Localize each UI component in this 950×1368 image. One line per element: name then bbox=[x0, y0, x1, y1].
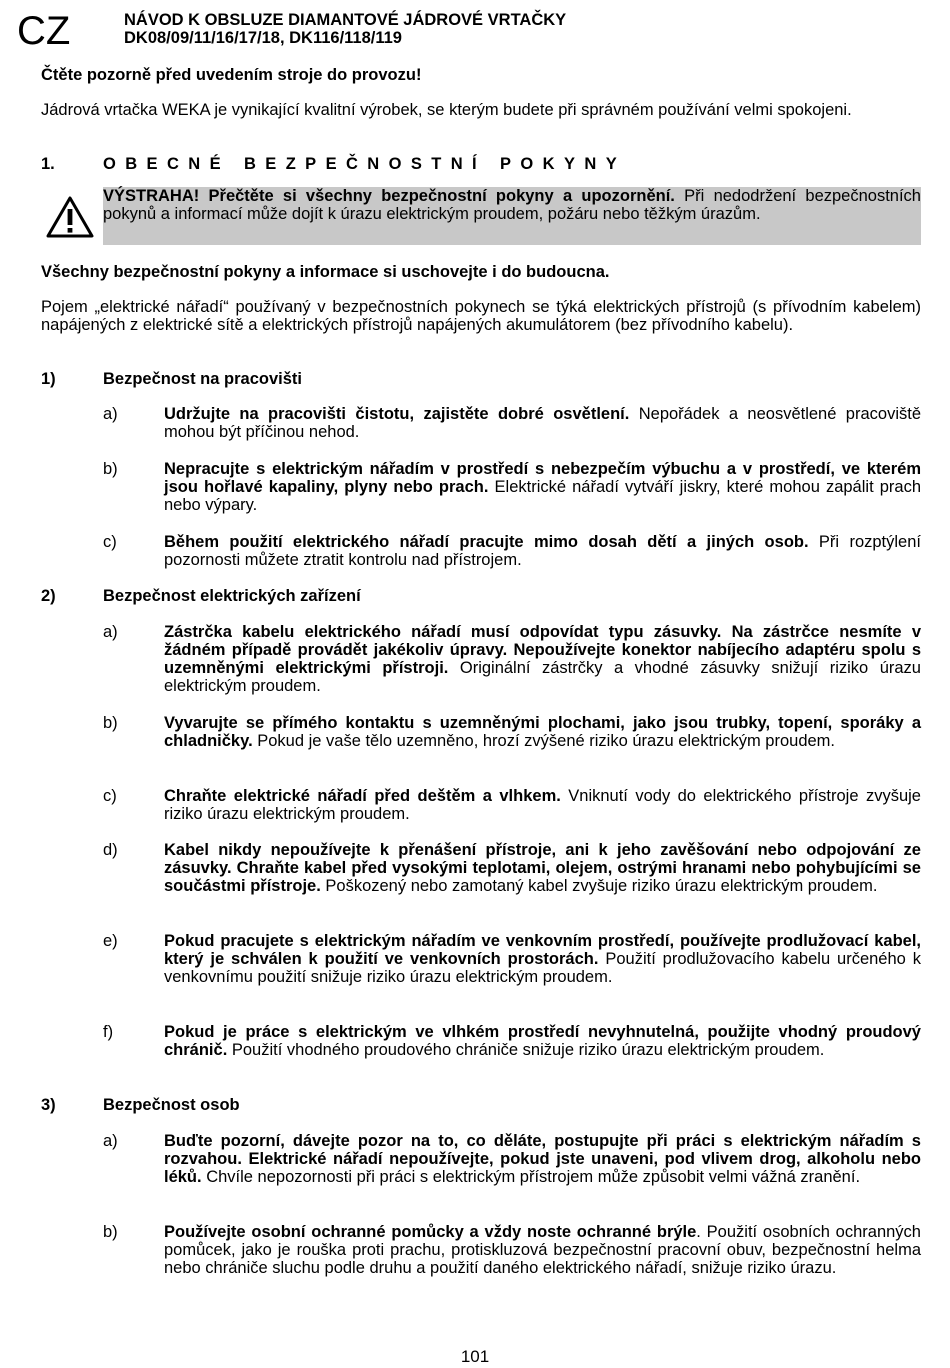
warning-triangle-icon bbox=[46, 195, 94, 239]
item-bold: Kabel nikdy nepoužívejte k přenášení přístroje, ani k jeho zavěšování nebo odpojování ze zásuvky. Chraňte kabel před vysokými teplotami, olejem, ostrými hranami nebo pohybujícími se součástmi přístroje. bbox=[164, 841, 921, 895]
section-heading bbox=[41, 155, 626, 173]
item-bold: Buďte pozorní, dávejte pozor na to, co děláte, postupujte při práci s elektrickým nářadím s rozvahou. Elektrické nářadí nepoužívejte, pokud jste unaveni, pod vlivem drog, alkoholu nebo léků. bbox=[164, 1132, 921, 1186]
page-number: 101 bbox=[460, 1347, 490, 1366]
item-letter: a) bbox=[103, 405, 118, 423]
subsection-number: 3) bbox=[41, 1096, 56, 1114]
item-bold: Pokud pracujete s elektrickým nářadím ve venkovním prostředí, používejte prodlužovací kabel, který je schválen k použití ve venkovních prostorách. bbox=[164, 932, 921, 968]
item-letter: c) bbox=[103, 533, 117, 551]
item-text: Nepořádek a neosvětlené pracoviště mohou být příčinou nehod. bbox=[164, 405, 922, 441]
section-number: 1. bbox=[41, 155, 55, 173]
item-bold: Udržujte na pracovišti čistotu, zajistěte dobré osvětlení. bbox=[164, 405, 630, 423]
section-title: OBECNÉ BEZPEČNOSTNÍ POKYNY bbox=[103, 155, 627, 173]
read-notice: Čtěte pozorně před uvedením stroje do provozu! bbox=[41, 66, 422, 84]
item-text: Vniknutí vody do elektrického přístroje zvyšuje riziko úrazu elektrickým proudem. bbox=[164, 787, 921, 823]
item-bold: Používejte osobní ochranné pomůcky a vždy noste ochranné brýle bbox=[164, 1223, 697, 1241]
keep-notice: Všechny bezpečnostní pokyny a informace si uschovejte i do budoucna. bbox=[41, 263, 610, 281]
item-letter: d) bbox=[103, 841, 118, 859]
item-letter: b) bbox=[103, 714, 118, 732]
item-bold: Chraňte elektrické nářadí před deštěm a vlhkem. bbox=[164, 787, 561, 805]
intro-paragraph: Jádrová vrtačka WEKA je vynikající kvalitní výrobek, se kterým budete při správném používání velmi spokojeni. bbox=[41, 101, 852, 119]
warning-text: Při nedodržení bezpečnostních pokynů a informací může dojít k úrazu elektrickým proudem, požáru nebo těžkým úrazům. bbox=[103, 187, 921, 223]
item-letter: b) bbox=[103, 460, 118, 478]
document-title bbox=[124, 11, 566, 47]
item-bold: Vyvarujte se přímého kontaktu s uzemněnými plochami, jako jsou trubky, topení, sporáky a chladničky. bbox=[164, 714, 921, 750]
item-bold: Pokud je práce s elektrickým ve vlhkém prostředí nevyhnutelná, použijte vhodný proudový chránič. bbox=[164, 1023, 921, 1059]
item-body bbox=[164, 1132, 921, 1186]
subsection-heading bbox=[41, 1096, 240, 1114]
item-body bbox=[164, 405, 921, 441]
subsection-heading bbox=[41, 370, 302, 388]
item-letter: a) bbox=[103, 1132, 118, 1150]
item-text: Chvíle nepozornosti při práci s elektrickým přístrojem může způsobit velmi vážná zranění. bbox=[201, 1168, 861, 1186]
item-letter: b) bbox=[103, 1223, 118, 1241]
item-body bbox=[164, 1023, 921, 1059]
item-body bbox=[164, 787, 921, 823]
title-line-2: DK08/09/11/16/17/18, DK116/118/119 bbox=[124, 29, 402, 47]
title-line-1: NÁVOD K OBSLUZE DIAMANTOVÉ JÁDROVÉ VRTAČKY bbox=[124, 11, 567, 29]
subsection-title: Bezpečnost osob bbox=[103, 1096, 240, 1114]
item-text: Pokud je vaše tělo uzemněno, hrozí zvýšené riziko úrazu elektrickým proudem. bbox=[252, 732, 836, 750]
warning-box bbox=[103, 187, 921, 245]
item-text: Originální zástrčky a vhodné zásuvky snižují riziko úrazu elektrickým proudem. bbox=[164, 659, 921, 695]
item-body bbox=[164, 841, 921, 895]
subsection-number: 2) bbox=[41, 587, 56, 605]
item-body bbox=[164, 460, 921, 514]
warning-bold: VÝSTRAHA! Přečtěte si všechny bezpečnostní pokyny a upozornění. bbox=[103, 187, 675, 205]
subsection-title: Bezpečnost elektrických zařízení bbox=[103, 587, 361, 605]
item-text: Poškozený nebo zamotaný kabel zvyšuje riziko úrazu elektrickým proudem. bbox=[320, 877, 878, 895]
definition-paragraph: Pojem „elektrické nářadí“ používaný v bezpečnostních pokynech se týká elektrických přístrojů (s přívodním kabelem) napájených z elektrické sítě a elektrických přístrojů napájených akumulátorem (bez přívodního kabelu). bbox=[41, 298, 921, 334]
item-letter: a) bbox=[103, 623, 118, 641]
item-body bbox=[164, 932, 921, 986]
item-bold: Nepracujte s elektrickým nářadím v prostředí s nebezpečím výbuchu a v prostředí, ve kterém jsou hořlavé kapaliny, plyny nebo prach. bbox=[164, 460, 921, 496]
item-bold: Zástrčka kabelu elektrického nářadí musí odpovídat typu zásuvky. Na zástrčce nesmíte v žádném případě provádět jakékoliv úpravy. Nepoužívejte konektor nabíjecího adaptéru spolu s uzemněnými elektrickými přístroji. bbox=[164, 623, 921, 677]
item-bold: Během použití elektrického nářadí pracujte mimo dosah dětí a jiných osob. bbox=[164, 533, 809, 551]
subsection-heading bbox=[41, 587, 361, 605]
item-body bbox=[164, 533, 921, 569]
item-letter: e) bbox=[103, 932, 118, 950]
item-letter: f) bbox=[103, 1023, 114, 1041]
item-body bbox=[164, 623, 921, 695]
language-code: CZ bbox=[17, 9, 71, 53]
item-text: Použití prodlužovacího kabelu určeného k venkovnímu použití snižuje riziko úrazu elektrickým proudem. bbox=[164, 950, 921, 986]
item-text: Použití vhodného proudového chrániče snižuje riziko úrazu elektrickým proudem. bbox=[227, 1041, 825, 1059]
item-body bbox=[164, 714, 921, 750]
item-text: . Použití osobních ochranných pomůcek, jako je rouška proti prachu, protiskluzová bezpečnostní pracovní obuv, bezpečnostní helma nebo chrániče sluchu podle druhu a použití daného elektrického nářadí, snižuje riziko úrazu. bbox=[164, 1223, 921, 1277]
item-letter: c) bbox=[103, 787, 117, 805]
subsection-title: Bezpečnost na pracovišti bbox=[103, 370, 302, 388]
item-text: Při rozptýlení pozornosti můžete ztratit kontrolu nad přístrojem. bbox=[164, 533, 921, 569]
subsection-number: 1) bbox=[41, 370, 56, 388]
item-body bbox=[164, 1223, 921, 1277]
item-text: Elektrické nářadí vytváří jiskry, které mohou zapálit prach nebo výpary. bbox=[164, 478, 922, 514]
